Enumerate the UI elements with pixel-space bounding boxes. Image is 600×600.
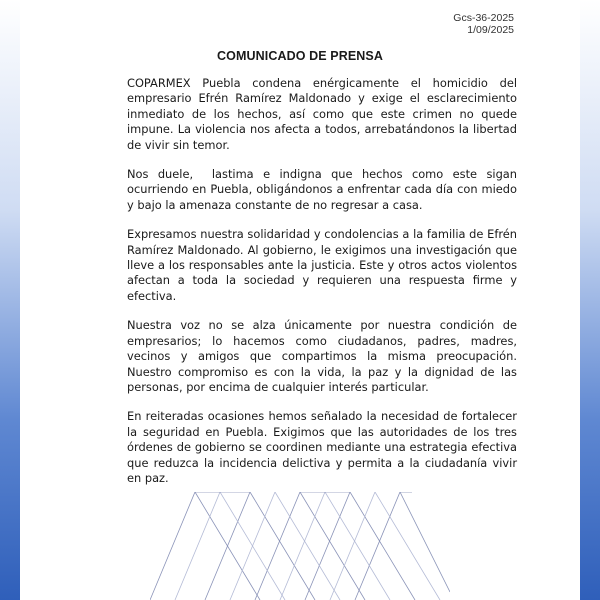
paragraph-3: Expresamos nuestra solidaridad y condolencias a la familia de Efrén Ramírez Maldonado. Al gobierno, le exigimos una investigación que lleve a los responsables ante la justicia. Este y otros actos violentos afectan a toda la sociedad y requieren una respuesta firme y efectiva. — [127, 227, 521, 303]
reference-code: Gcs-36-2025 — [453, 12, 514, 24]
right-blue-edge — [580, 0, 600, 600]
paragraph-2: Nos duele, lastima e indigna que hechos como este sigan ocurriendo en Puebla, obligándonos a enfrentar cada día con miedo y bajo la amenaza constante de no regresar a casa. — [127, 167, 521, 212]
decorative-lattice-graphic — [150, 492, 450, 600]
paragraph-1: COPARMEX Puebla condena enérgicamente el homicidio del empresario Efrén Ramírez Maldonado y exige el esclarecimiento inmediato de los hechos, así como que este crimen no quede impune. La violencia nos afecta a todos, arrebatándonos la libertad de vivir sin temor. — [127, 76, 521, 152]
left-blue-edge — [0, 0, 20, 600]
paragraph-5: En reiteradas ocasiones hemos señalado la necesidad de fortalecer la seguridad en Puebla. Exigimos que las autoridades de los tres órdenes de gobierno se coordinen mediante una estrategia efectiva que reduzca la incidencia delictiva y permita a la ciudadanía vivir en paz. — [127, 409, 521, 485]
document-title: COMUNICADO DE PRENSA — [217, 49, 383, 63]
document-date: 1/09/2025 — [467, 24, 514, 36]
document-body — [127, 76, 521, 500]
paragraph-4: Nuestra voz no se alza únicamente por nuestra condición de empresarios; lo hacemos como ciudadanos, padres, madres, vecinos y amigos que compartimos la misma preocupación. Nuestro compromiso es con la vida, la paz y la dignidad de las personas, por encima de cualquier interés particular. — [127, 318, 521, 394]
document-page — [20, 0, 580, 600]
reference-block — [453, 12, 514, 36]
